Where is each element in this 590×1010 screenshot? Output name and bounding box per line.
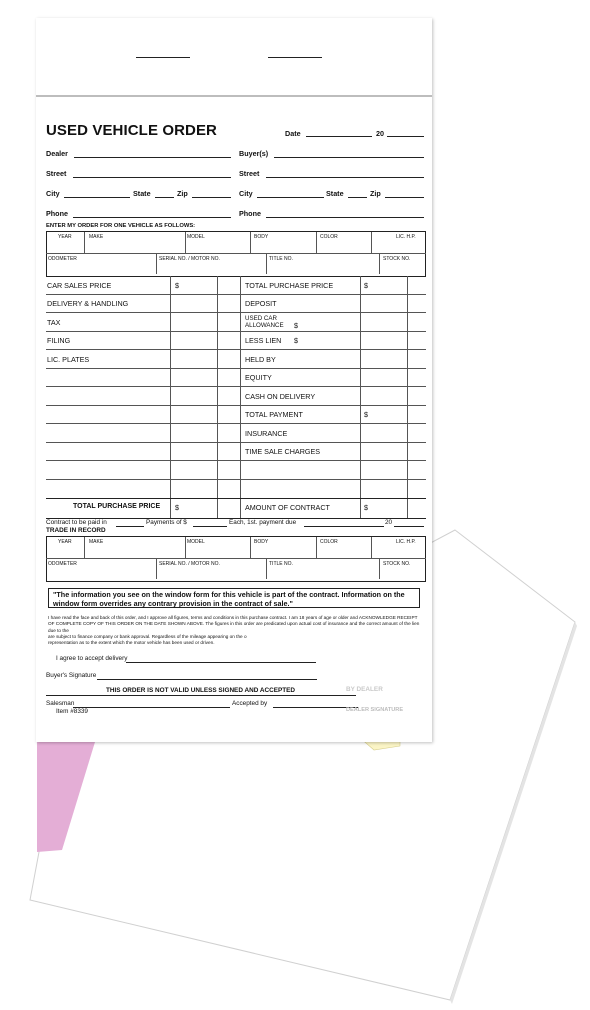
trade-col-line xyxy=(371,537,372,558)
street-label-2: Street xyxy=(239,169,260,178)
phone-label-2: Phone xyxy=(239,209,261,218)
contract-due-field[interactable] xyxy=(304,526,384,527)
trade-odometer: ODOMETER xyxy=(48,561,77,567)
trade-in-heading: TRADE IN RECORD xyxy=(46,527,106,534)
right-item-deposit: DEPOSIT xyxy=(245,299,277,308)
trade-col-line xyxy=(250,537,251,558)
vehicle-stock-no: STOCK NO. xyxy=(383,256,411,262)
street-field[interactable] xyxy=(73,177,231,178)
curl-by-dealer: BY DEALER xyxy=(346,686,383,693)
vehicle-title-no: TITLE NO. xyxy=(269,256,293,262)
trade-col-line xyxy=(266,558,267,579)
state-field[interactable] xyxy=(155,197,174,198)
city-label: City xyxy=(46,189,60,198)
right-item-used-car-allowance: USED CAR ALLOWANCE xyxy=(245,315,284,329)
city-field-2[interactable] xyxy=(257,197,324,198)
trade-in-divider xyxy=(46,558,426,559)
zip-field-2[interactable] xyxy=(385,197,424,198)
dollar-sign: $ xyxy=(364,503,368,512)
window-form-notice: "The information you see on the window form for this vehicle is part of the contract. Information on the window form overrides any contrary provision in the contract of sale." xyxy=(48,588,420,608)
grid-row-line xyxy=(46,312,426,313)
zip-label: Zip xyxy=(177,189,188,198)
trade-make: MAKE xyxy=(89,539,104,545)
state-label-2: State xyxy=(326,189,344,198)
contract-payments-of: Payments of $ xyxy=(146,519,187,526)
right-item-total-purchase-price: TOTAL PURCHASE PRICE xyxy=(245,281,334,290)
contract-first-payment: Each, 1st. payment due xyxy=(229,519,297,526)
dollar-sign: $ xyxy=(364,281,368,290)
agree-delivery-field[interactable] xyxy=(126,662,316,663)
vehicle-col-line xyxy=(250,232,251,253)
city-label-2: City xyxy=(239,189,253,198)
trade-lic-hp: LIC. H.P. xyxy=(396,539,416,545)
trade-col-line xyxy=(185,537,186,558)
trade-col-line xyxy=(84,537,85,558)
amount-of-contract-label: AMOUNT OF CONTRACT xyxy=(245,503,330,512)
vehicle-col-line xyxy=(379,253,380,274)
grid-row-line xyxy=(46,331,426,332)
buyer-signature-field[interactable] xyxy=(97,679,317,680)
zip-field[interactable] xyxy=(192,197,231,198)
trade-model: MODEL xyxy=(187,539,205,545)
fine-print-line-2: are subject to finance company or bank approval. Regardless of the mileage appearing on the o xyxy=(48,633,247,639)
fine-print-line-3: representation as to the extent which the motor vehicle has been used or driven. xyxy=(48,640,215,646)
grid-top xyxy=(46,276,426,277)
buyers-label: Buyer(s) xyxy=(239,149,269,158)
not-valid-notice: THIS ORDER IS NOT VALID UNLESS SIGNED AND ACCEPTED xyxy=(106,687,296,694)
contract-year-prefix: 20 xyxy=(385,519,393,526)
trade-year: YEAR xyxy=(58,539,72,545)
grid-row-line xyxy=(46,423,426,424)
dealer-label: Dealer xyxy=(46,149,68,158)
phone-field[interactable] xyxy=(73,217,231,218)
vehicle-serial: SERIAL NO. / MOTOR NO. xyxy=(159,256,220,262)
not-valid-rule xyxy=(46,695,356,696)
vehicle-col-line xyxy=(316,232,317,253)
city-field[interactable] xyxy=(64,197,130,198)
trade-color: COLOR xyxy=(320,539,338,545)
vehicle-model: MODEL xyxy=(187,234,205,240)
left-item-delivery: DELIVERY & HANDLING xyxy=(47,299,129,308)
state-field-2[interactable] xyxy=(348,197,367,198)
left-item-filing: FILING xyxy=(47,336,71,345)
grid-row-line xyxy=(46,460,426,461)
dollar-sign: $ xyxy=(364,410,368,419)
grid-row-line xyxy=(46,405,426,406)
enter-order-heading: ENTER MY ORDER FOR ONE VEHICLE AS FOLLOWS: xyxy=(46,223,196,229)
right-item-time-sale-charges: TIME SALE CHARGES xyxy=(245,447,321,456)
vehicle-year: YEAR xyxy=(58,234,72,240)
contract-paid-in: Contract to be paid in xyxy=(46,519,107,526)
vehicle-make: MAKE xyxy=(89,234,104,240)
grid-row-line xyxy=(46,368,426,369)
vehicle-col-line xyxy=(371,232,372,253)
salesman-label: Salesman xyxy=(46,700,75,707)
stub-line-left xyxy=(136,57,190,58)
grid-row-line xyxy=(46,349,426,350)
grid-row-line xyxy=(46,442,426,443)
item-number: Item #8339 xyxy=(56,708,88,715)
dollar-sign: $ xyxy=(175,281,179,290)
phone-label: Phone xyxy=(46,209,68,218)
vehicle-col-line xyxy=(266,253,267,274)
grid-row-line xyxy=(46,479,426,480)
vehicle-odometer: ODOMETER xyxy=(48,256,77,262)
form-sheet xyxy=(36,18,432,742)
right-item-insurance: INSURANCE xyxy=(245,429,288,438)
dollar-sign: $ xyxy=(294,321,298,330)
vehicle-lic-hp: LIC. H.P. xyxy=(396,234,416,240)
vehicle-color: COLOR xyxy=(320,234,338,240)
vehicle-body: BODY xyxy=(254,234,269,240)
right-item-held-by: HELD BY xyxy=(245,355,276,364)
left-item-tax: TAX xyxy=(47,318,61,327)
trade-body: BODY xyxy=(254,539,269,545)
trade-col-line xyxy=(156,558,157,579)
contract-paid-in-field[interactable] xyxy=(116,526,144,527)
contract-year-field[interactable] xyxy=(394,526,424,527)
year-prefix: 20 xyxy=(376,129,384,138)
left-item-lic-plates: LIC. PLATES xyxy=(47,355,90,364)
fine-print xyxy=(48,615,424,646)
date-field[interactable] xyxy=(306,136,372,137)
total-purchase-price-label: TOTAL PURCHASE PRICE xyxy=(73,503,161,510)
trade-title-no: TITLE NO. xyxy=(269,561,293,567)
left-item-car-sales-price: CAR SALES PRICE xyxy=(47,281,112,290)
vehicle-box-divider xyxy=(46,253,426,254)
salesman-field[interactable] xyxy=(73,707,230,708)
street-field-2[interactable] xyxy=(266,177,424,178)
buyers-field[interactable] xyxy=(274,157,424,158)
vehicle-col-line xyxy=(84,232,85,253)
grid-total-line xyxy=(46,498,426,499)
agree-delivery-label: I agree to accept delivery xyxy=(56,655,128,662)
right-item-cash-on-delivery: CASH ON DELIVERY xyxy=(245,392,316,401)
trade-serial: SERIAL NO. / MOTOR NO. xyxy=(159,561,220,567)
year-field[interactable] xyxy=(387,136,424,137)
zip-label-2: Zip xyxy=(370,189,381,198)
phone-field-2[interactable] xyxy=(266,217,424,218)
perforation-line xyxy=(36,95,432,97)
curl-dealer-signature: DEALER SIGNATURE xyxy=(346,707,404,713)
form-title: USED VEHICLE ORDER xyxy=(46,122,217,139)
vehicle-col-line xyxy=(185,232,186,253)
grid-row-line xyxy=(46,294,426,295)
contract-payments-field[interactable] xyxy=(193,526,227,527)
right-item-total-payment: TOTAL PAYMENT xyxy=(245,410,303,419)
dealer-field[interactable] xyxy=(74,157,231,158)
dollar-sign: $ xyxy=(175,503,179,512)
trade-col-line xyxy=(379,558,380,579)
dollar-sign: $ xyxy=(294,336,298,345)
stub-line-right xyxy=(268,57,322,58)
trade-col-line xyxy=(316,537,317,558)
trade-stock-no: STOCK NO. xyxy=(383,561,411,567)
grid-row-line xyxy=(46,386,426,387)
buyer-signature-label: Buyer's Signature xyxy=(46,672,97,679)
right-item-equity: EQUITY xyxy=(245,373,272,382)
vehicle-col-line xyxy=(156,253,157,274)
date-label: Date xyxy=(285,129,301,138)
fine-print-line-1: I have read the face and back of this order, and I approve all figures, terms and conditions in this purchase contract. I am 18 years of age or older and ACKNOWLEDGE RECEIPT OF COMPLETE COPY OF THIS ORDER ON THE DATE SHOWN ABOVE. The figures in this order are predicated upon actual cost of insurance and the correct amount of the lien due to the xyxy=(48,615,420,633)
street-label: Street xyxy=(46,169,67,178)
accepted-by-label: Accepted by xyxy=(232,700,268,707)
state-label: State xyxy=(133,189,151,198)
right-item-less-lien: LESS LIEN xyxy=(245,336,282,345)
